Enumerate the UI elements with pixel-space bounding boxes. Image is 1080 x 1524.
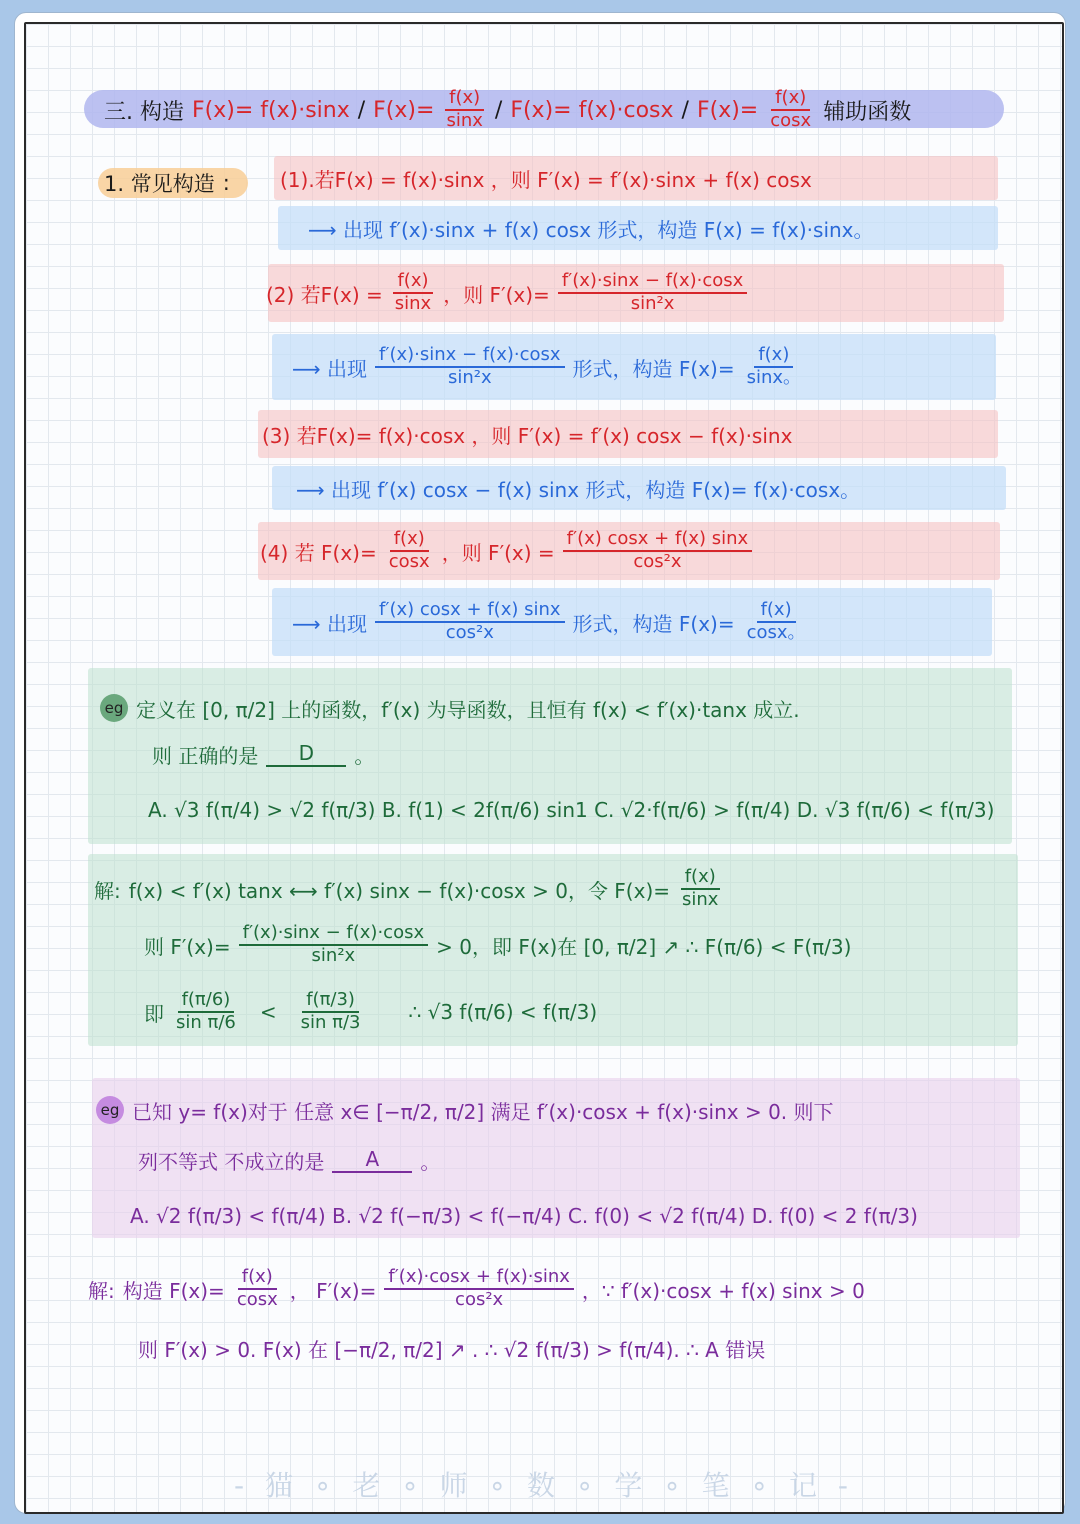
case-4-deriv-num: f′(x) cosx + f(x) sinx (563, 529, 753, 552)
title-formula-1: F(x)= f(x)·sinx (192, 97, 350, 123)
example-1-question: 则 正确的是 (152, 743, 259, 768)
case-2-note-prefix: ⟶ 出现 (292, 356, 368, 381)
case-2-note-fden: sinx。 (746, 367, 802, 388)
solution-1-line-2 (144, 916, 851, 974)
solution-2-f1-num: f(x) (238, 1267, 277, 1290)
case-2-note-den: sin²x (447, 367, 492, 388)
case-4-den: cosx (388, 551, 430, 572)
case-1-note-text: ⟶ 出现 f′(x)·sinx + f(x) cosx 形式，构造 F(x) = f(x)·sinx。 (308, 217, 874, 242)
case-4-note-construct (743, 600, 810, 643)
case-4-note-fnum: f(x) (757, 600, 796, 623)
solution-2-text-1b: ， F′(x)= (289, 1278, 377, 1303)
solution-2-label: 解: (88, 1278, 115, 1303)
case-2-line (266, 264, 747, 322)
solution-1-text-3a: 即 (144, 1001, 164, 1026)
solution-1-fraction-3a (172, 990, 240, 1033)
solution-1-text-2a: 则 F′(x)= (144, 934, 231, 959)
example-2-question: 列不等式 不成立的是 (138, 1149, 325, 1174)
solution-1-less-than: < (259, 1000, 277, 1024)
solution-2-text-1a: 构造 F(x)= (122, 1278, 225, 1303)
example-2-answer: A (332, 1147, 412, 1173)
solution-1-line-1 (94, 866, 722, 912)
case-1-line (280, 162, 812, 194)
case-4-note-fraction (375, 600, 565, 643)
case-2-num: f(x) (393, 271, 432, 294)
solution-1-f2-den: sin²x (311, 945, 356, 966)
solution-1-line-3 (144, 982, 597, 1042)
title-sep-3: / (681, 97, 689, 123)
case-4-note-num: f′(x) cosx + f(x) sinx (375, 600, 565, 623)
case-1-note (308, 212, 874, 244)
solution-1-f3b-den: sin π/3 (300, 1012, 361, 1033)
solution-1-f1-den: sinx (682, 889, 719, 910)
case-3-note-text: ⟶ 出现 f′(x) cosx − f(x) sinx 形式，构造 F(x)= f(x)·cosx。 (296, 477, 861, 502)
section-title (104, 82, 911, 138)
example-1-period: 。 (354, 743, 375, 768)
solution-2-f2-num: f′(x)·cosx + f(x)·sinx (384, 1267, 574, 1290)
case-2-note-num: f′(x)·sinx − f(x)·cosx (375, 345, 565, 368)
title-f4-den: cosx (770, 110, 812, 131)
case-2-note-mid: 形式，构造 F(x)= (572, 356, 735, 381)
case-4-fraction (385, 529, 434, 572)
title-f4-num: f(x) (771, 88, 810, 111)
case-4-note-fden: cosx。 (746, 622, 806, 643)
title-suffix: 辅助函数 (823, 99, 912, 125)
case-2-note-construct (743, 345, 805, 388)
title-formula-2-left: F(x)= (373, 97, 435, 123)
case-4-deriv-den: cos²x (633, 551, 682, 572)
solution-1-fraction-3b (297, 990, 365, 1033)
example-2-statement: 已知 y= f(x)对于 任意 x∈ [−π/2, π/2] 满足 f′(x)·cosx + f(x)·sinx > 0. 则下 (132, 1099, 834, 1124)
solution-2-f2-den: cos²x (455, 1289, 504, 1310)
case-4-note-mid: 形式，构造 F(x)= (572, 611, 735, 636)
solution-2-fraction-1 (233, 1267, 282, 1310)
case-2-den: sinx (394, 293, 432, 314)
example-1-line-1 (100, 692, 800, 724)
case-4-note (292, 590, 810, 654)
title-sep-2: / (494, 97, 503, 123)
title-fraction-2 (442, 88, 486, 131)
section-1-colon: : (222, 171, 230, 195)
solution-2-fraction-2 (384, 1267, 574, 1310)
case-4-derivative (563, 529, 753, 572)
case-2-note-fnum: f(x) (754, 345, 793, 368)
section-1-label (104, 168, 230, 198)
title-formula-3: F(x)= f(x)·cosx (510, 97, 674, 123)
case-4-mid: ，则 F′(x) = (441, 540, 555, 565)
solution-2-line-2 (138, 1330, 765, 1366)
example-2-options (130, 1200, 918, 1232)
example-1-options (148, 794, 994, 826)
example-1-statement: 定义在 [0, π/2] 上的函数，f′(x) 为导函数，且恒有 f(x) < f′(x)·tanx 成立. (136, 697, 800, 722)
example-1-options-text: A. √3 f(π/4) > √2 f(π/3) B. f(1) < 2f(π/6) sin1 C. √2·f(π/6) > f(π/4) D. √3 f(π/6) < f(π/3) (148, 798, 995, 822)
title-fraction-4 (766, 88, 815, 131)
solution-1-f2-num: f′(x)·sinx − f(x)·cosx (239, 923, 429, 946)
example-2-options-text: A. √2 f(π/3) < f(π/4) B. √2 f(−π/3) < f(−π/4) C. f(0) < √2 f(π/4) D. f(0) < 2 f(π/3) (130, 1204, 918, 1228)
title-prefix: 三. 构造 (104, 99, 184, 125)
solution-1-label: 解: (94, 878, 121, 903)
case-3-note (296, 472, 860, 504)
solution-2-f1-den: cosx (236, 1289, 278, 1310)
case-4-prefix: (4) 若 F(x)= (260, 540, 377, 565)
title-f2-num: f(x) (445, 88, 484, 111)
solution-2-text-2: 则 F′(x) > 0. F(x) 在 [−π/2, π/2] ↗ . ∴ √2 f(π/3) > f(π/4). ∴ A 错误 (138, 1337, 766, 1362)
case-2-derivative (558, 271, 748, 314)
case-2-fraction (391, 271, 435, 314)
solution-1-f3a-num: f(π/6) (178, 990, 235, 1013)
case-2-note (292, 336, 805, 398)
solution-1-f3a-den: sin π/6 (176, 1012, 236, 1033)
footer-watermark: - 猫 ∘ 老 ∘ 师 ∘ 数 ∘ 学 ∘ 笔 ∘ 记 - (234, 1469, 854, 1502)
case-4-note-den: cos²x (445, 622, 494, 643)
example-1-answer: D (266, 741, 346, 767)
case-4-line (260, 522, 752, 580)
case-2-prefix: (2) 若F(x) = (266, 282, 383, 307)
solution-1-f3b-num: f(π/3) (302, 990, 359, 1013)
solution-1-fraction-2 (239, 923, 429, 966)
case-2-mid: ，则 F′(x)= (443, 282, 550, 307)
case-1-text: (1).若F(x) = f(x)·sinx ，则 F′(x) = f′(x)·sinx + f(x) cosx (280, 167, 812, 192)
solution-2-text-1c: ，∵ f′(x)·cosx + f(x) sinx > 0 (581, 1278, 865, 1303)
case-4-num: f(x) (390, 529, 429, 552)
case-4-note-prefix: ⟶ 出现 (292, 611, 368, 636)
case-2-note-fraction (375, 345, 565, 388)
case-2-deriv-den: sin²x (630, 293, 675, 314)
solution-1-text-2b: > 0，即 F(x)在 [0, π/2] ↗ ∴ F(π/6) < F(π/3) (436, 934, 852, 959)
example-1-line-2 (152, 738, 374, 770)
title-sep-1: / (357, 97, 366, 123)
solution-1-text-1: f(x) < f′(x) tanx ⟷ f′(x) sinx − f(x)·cosx > 0，令 F(x)= (128, 878, 671, 903)
solution-1-fraction-1 (678, 867, 722, 910)
example-2-tag: eg (96, 1096, 124, 1124)
solution-2-line-1 (88, 1260, 865, 1318)
title-formula-4-left: F(x)= (696, 97, 759, 123)
example-1-tag: eg (100, 694, 128, 722)
case-3-text: (3) 若F(x)= f(x)·cosx ，则 F′(x) = f′(x) cosx − f(x)·sinx (262, 423, 793, 448)
example-2-line-2 (138, 1144, 440, 1176)
title-f2-den: sinx (446, 110, 483, 131)
example-2-period: 。 (420, 1149, 441, 1174)
solution-1-f1-num: f(x) (681, 867, 720, 890)
note-sheet (24, 22, 1064, 1514)
solution-1-text-3b: ∴ √3 f(π/6) < f(π/3) (408, 1000, 598, 1024)
section-1-text: 1. 常见构造 (104, 172, 215, 196)
case-3-line (262, 418, 792, 450)
case-2-deriv-num: f′(x)·sinx − f(x)·cosx (558, 271, 748, 294)
example-2-line-1 (96, 1094, 834, 1126)
